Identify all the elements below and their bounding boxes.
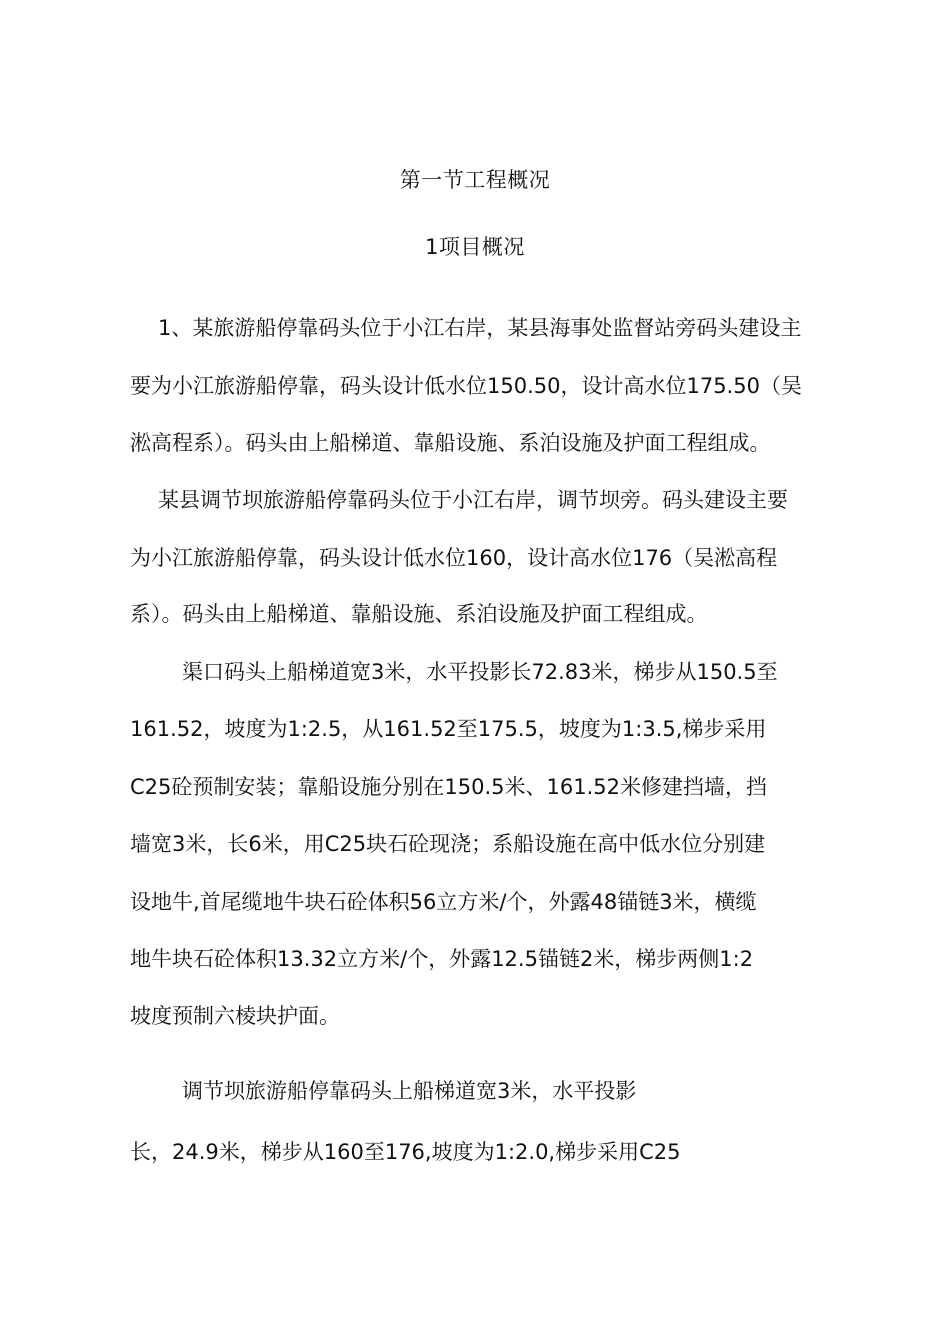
paragraph-3-line-7: 坡度预制六棱块护面。 — [130, 1004, 340, 1028]
paragraph-3-line-3: C25砼预制安装；靠船设施分别在150.5米、161.52米修建挡墙，挡 — [130, 775, 767, 799]
paragraph-4-line-2: 长，24.9米，梯步从160至176,坡度为1:2.0,梯步采用C25 — [130, 1140, 681, 1164]
section-title: 第一节工程概况 — [399, 168, 551, 192]
paragraph-3-line-2: 161.52，坡度为1:2.5，从161.52至175.5，坡度为1:3.5,梯步采用 — [130, 717, 767, 741]
paragraph-3-line-1: 渠口码头上船梯道宽3米，水平投影长72.83米，梯步从150.5至 — [182, 660, 778, 684]
paragraph-3-line-6: 地牛块石砼体积13.32立方米/个，外露12.5锚链2米，梯步两侧1:2 — [130, 947, 754, 971]
paragraph-1-line-3: 淞高程系）。码头由上船梯道、靠船设施、系泊设施及护面工程组成。 — [130, 431, 771, 455]
paragraph-3-line-5: 设地牛,首尾缆地牛块石砼体积56立方米/个，外露48锚链3米，横缆 — [130, 890, 757, 914]
paragraph-1-line-2: 要为小江旅游船停靠，码头设计低水位150.50，设计高水位175.50（吴 — [130, 374, 802, 398]
subsection-title: 1项目概况 — [425, 235, 525, 259]
paragraph-4-line-1: 调节坝旅游船停靠码头上船梯道宽3米，水平投影 — [182, 1079, 637, 1103]
paragraph-2-line-2: 为小江旅游船停靠，码头设计低水位160，设计高水位176（吴淞高程 — [130, 546, 778, 570]
paragraph-3-line-4: 墙宽3米，长6米，用C25块石砼现浇；系船设施在高中低水位分别建 — [130, 832, 766, 856]
paragraph-1-line-1: 1、某旅游船停靠码头位于小江右岸，某县海事处监督站旁码头建设主 — [158, 316, 802, 340]
paragraph-2-line-1: 某县调节坝旅游船停靠码头位于小江右岸，调节坝旁。码头建设主要 — [158, 488, 788, 512]
paragraph-2-line-3: 系）。码头由上船梯道、靠船设施、系泊设施及护面工程组成。 — [130, 602, 708, 626]
